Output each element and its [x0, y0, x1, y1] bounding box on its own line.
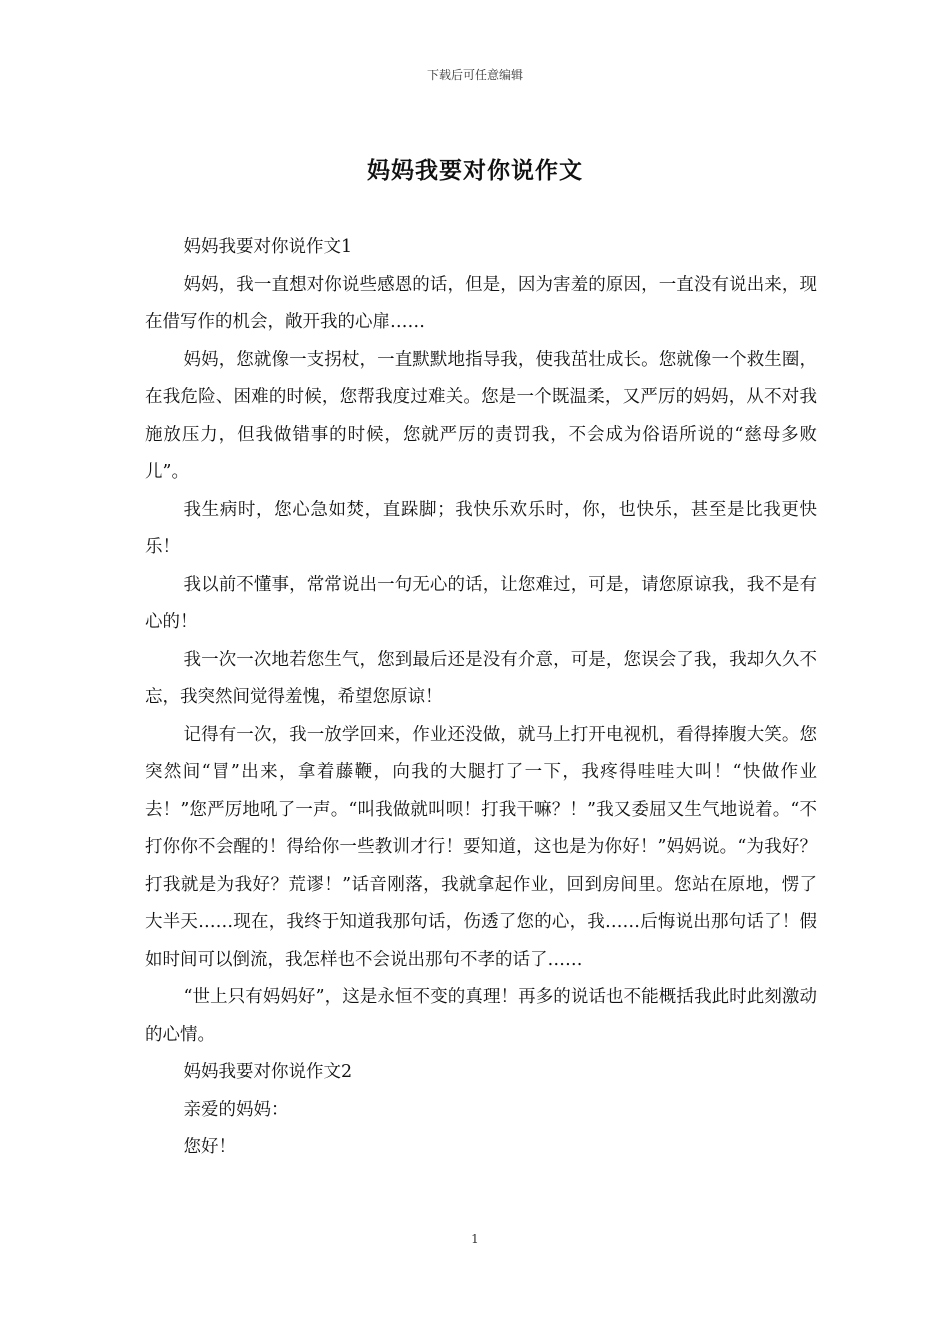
document-title: 妈妈我要对你说作文	[367, 157, 583, 184]
paragraph: 我生病时，您心急如焚，直跺脚；我快乐欢乐时，你，也快乐，甚至是比我更快乐！	[145, 499, 817, 557]
section-heading: 妈妈我要对你说作文1	[183, 237, 353, 257]
paragraph: 我一次一次地若您生气，您到最后还是没有介意，可是，您误会了我，我却久久不忘，我突然间觉得羞愧，希望您原谅！	[145, 649, 817, 707]
paragraph: “世上只有妈妈好”，这是永恒不变的真理！再多的说话也不能概括我此时此刻激动的心情。	[145, 987, 817, 1045]
paragraph: 妈妈，我一直想对你说些感恩的话，但是，因为害羞的原因，一直没有说出来，现在借写作的机会，敞开我的心扉……	[145, 274, 817, 332]
header-note: 下载后可任意编辑	[426, 68, 523, 82]
greeting: 您好！	[183, 1137, 236, 1157]
page-number: 1	[471, 1232, 479, 1246]
document-body	[145, 229, 817, 1167]
paragraph: 记得有一次，我一放学回来，作业还没做，就马上打开电视机，看得捧腹大笑。您突然间“冒”出来，拿着藤鞭，向我的大腿打了一下，我疼得哇哇大叫！“快做作业去！”您严厉地吼了一声。“叫我做就叫呗！打我干嘛？！”我又委屈又生气地说着。“不打你你不会醒的！得给你一些教训才行！要知道，这也是为你好！”妈妈说。“为我好？打我就是为我好？荒谬！”话音刚落，我就拿起作业，回到房间里。您站在原地，愣了大半天……现在，我终于知道我那句话，伤透了您的心，我……后悔说出那句话了！假如时间可以倒流，我怎样也不会说出那句不孝的话了……	[145, 724, 817, 970]
paragraph: 妈妈，您就像一支拐杖，一直默默地指导我，使我茁壮成长。您就像一个救生圈，在我危险、困难的时候，您帮我度过难关。您是一个既温柔，又严厉的妈妈，从不对我施放压力，但我做错事的时候，您就严厉的责罚我，不会成为俗语所说的“慈母多败儿”。	[145, 349, 817, 482]
paragraph: 我以前不懂事，常常说出一句无心的话，让您难过，可是，请您原谅我，我不是有心的！	[145, 574, 817, 632]
salutation: 亲爱的妈妈：	[183, 1099, 289, 1120]
section-heading: 妈妈我要对你说作文2	[183, 1062, 353, 1082]
